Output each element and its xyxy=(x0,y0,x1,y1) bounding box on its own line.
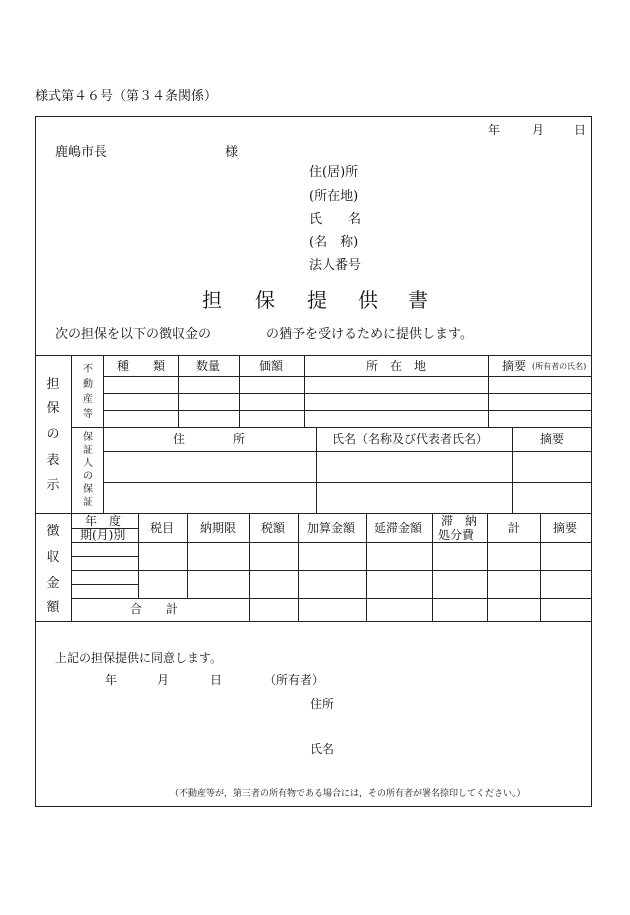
applicant-name-alt-label: (名 称) xyxy=(309,235,359,250)
rule-gu-col1 xyxy=(316,427,317,513)
rule-col-header-bottom xyxy=(71,542,592,543)
collection-label-1: 徴 xyxy=(46,524,60,539)
re-header-owner-note: (所有者の氏名) xyxy=(532,362,587,371)
gu-header-address: 住 所 xyxy=(173,432,246,446)
date-month-label: 月 xyxy=(532,123,545,137)
gu-header-name: 氏名（名称及び代表者氏名） xyxy=(332,432,489,446)
addressee-mayor: 鹿嶋市長 xyxy=(55,145,108,160)
guarantor-label-3: 人 xyxy=(83,458,93,469)
title-char-4: 供 xyxy=(358,288,378,312)
rule-re-header xyxy=(103,376,592,377)
collateral-label-2: 保 xyxy=(46,401,60,416)
guarantor-label-4: の xyxy=(83,471,93,482)
real-estate-label-1: 不 xyxy=(83,364,93,375)
fiscal-year-header: 年 度 xyxy=(85,514,122,528)
guarantor-label-6: 証 xyxy=(83,497,93,508)
rule-col-tax-item xyxy=(187,513,188,598)
rule-col-surcharge xyxy=(366,513,367,621)
delinquency-header-line2: 処分費 xyxy=(438,528,475,542)
collateral-label-3: の xyxy=(46,427,60,442)
title-char-3: 提 xyxy=(307,288,327,312)
collateral-label-5: 示 xyxy=(46,478,60,493)
rule-re-col1 xyxy=(178,355,179,427)
surcharge-header: 加算金額 xyxy=(307,521,356,535)
re-header-remarks: 摘要 xyxy=(502,359,527,373)
consent-address-label: 住所 xyxy=(310,697,335,711)
title-char-2: 保 xyxy=(255,288,275,312)
due-date-header: 納期限 xyxy=(200,521,237,535)
collection-label-4: 額 xyxy=(46,600,60,615)
rule-col-due xyxy=(249,513,250,621)
remarks-header: 摘要 xyxy=(553,521,578,535)
consent-year-label: 年 xyxy=(105,673,118,687)
consent-text: 上記の担保提供に同意します。 xyxy=(55,651,223,665)
rule-collateral-top xyxy=(35,355,592,356)
collection-label-3: 金 xyxy=(46,576,60,591)
rule-re-bottom xyxy=(71,427,592,428)
collection-label-2: 収 xyxy=(46,550,60,565)
rule-re-row1 xyxy=(103,393,592,394)
rule-col-delinquency xyxy=(487,513,488,621)
real-estate-label-4: 等 xyxy=(83,409,93,420)
total-header: 計 xyxy=(508,521,521,535)
gu-header-remarks: 摘要 xyxy=(540,432,565,446)
guarantor-label-1: 保 xyxy=(83,432,93,443)
rule-col-year xyxy=(138,513,139,598)
rule-re-col3 xyxy=(304,355,305,427)
rule-section-label-col xyxy=(71,355,72,621)
rule-re-col4 xyxy=(488,355,489,427)
rule-re-col2 xyxy=(239,355,240,427)
consent-owner-label: （所有者） xyxy=(264,673,325,687)
applicant-location-label: (所在地) xyxy=(309,189,359,204)
real-estate-label-3: 産 xyxy=(83,394,93,405)
delinquency-header-line1: 滞 納 xyxy=(441,514,478,528)
applicant-name-label: 氏 名 xyxy=(309,212,362,227)
addressee-sama: 様 xyxy=(225,145,239,160)
collateral-label-4: 表 xyxy=(46,453,60,468)
re-header-location: 所 在 地 xyxy=(366,359,427,373)
lead-text-2: の猶予を受けるために提供します。 xyxy=(266,327,473,342)
consent-footnote: （不動産等が，第三者の所有物である場合には，その所有者が署名捺印してください。） xyxy=(170,789,526,799)
consent-name-label: 氏名 xyxy=(310,742,335,756)
rule-gu-header xyxy=(103,451,592,452)
rule-gu-col2 xyxy=(512,427,513,513)
applicant-corporate-number-label: 法人番号 xyxy=(309,258,362,273)
guarantor-label-2: 証 xyxy=(83,445,93,456)
consent-day-label: 日 xyxy=(210,673,223,687)
re-header-price: 価額 xyxy=(259,359,284,373)
period-header: 期(月)別 xyxy=(80,528,126,542)
rule-gu-row1 xyxy=(103,482,592,483)
rule-re-row2 xyxy=(103,410,592,411)
tax-amount-header: 税額 xyxy=(261,521,286,535)
lead-text-1: 次の担保を以下の徴収金の xyxy=(55,327,212,342)
real-estate-label-2: 動 xyxy=(83,379,93,390)
rule-period-row3 xyxy=(71,584,138,585)
title-char-1: 担 xyxy=(202,288,222,312)
applicant-address-label: 住(居)所 xyxy=(309,165,359,180)
re-header-type: 種 類 xyxy=(117,359,166,373)
rule-mid-row xyxy=(71,570,592,571)
consent-month-label: 月 xyxy=(157,673,170,687)
date-day-label: 日 xyxy=(574,123,587,137)
rule-col-arrears xyxy=(432,513,433,621)
rule-col-total xyxy=(540,513,541,621)
sum-label: 合 計 xyxy=(130,602,179,616)
form-number: 様式第４６号（第３４条関係） xyxy=(35,89,218,104)
arrears-header: 延滞金額 xyxy=(374,521,423,535)
rule-sum-top xyxy=(71,598,592,599)
re-header-quantity: 数量 xyxy=(196,359,221,373)
date-year-label: 年 xyxy=(488,123,501,137)
rule-col-tax xyxy=(298,513,299,621)
title-char-5: 書 xyxy=(408,288,428,312)
rule-subsection-col xyxy=(103,355,104,513)
rule-period-row1 xyxy=(71,556,138,557)
tax-item-header: 税目 xyxy=(150,521,175,535)
rule-collection-bottom xyxy=(35,621,592,622)
guarantor-label-5: 保 xyxy=(83,484,93,495)
collateral-label-1: 担 xyxy=(46,377,60,392)
